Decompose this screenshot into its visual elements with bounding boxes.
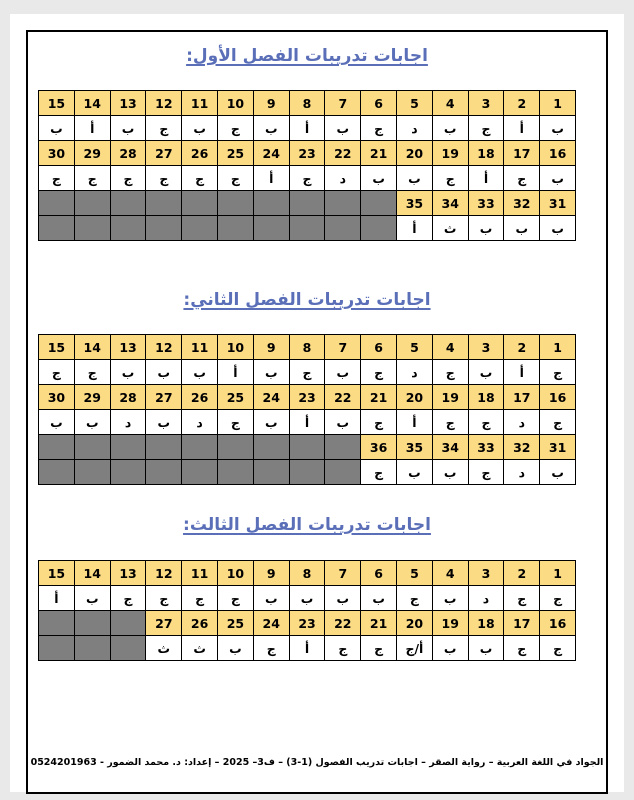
answer-cell: ب (432, 460, 468, 485)
question-number-cell: 6 (361, 561, 397, 586)
question-number-cell: 6 (361, 91, 397, 116)
empty-cell (361, 216, 397, 241)
question-number-cell: 22 (325, 611, 361, 636)
answer-cell: ب (468, 360, 504, 385)
empty-cell (182, 191, 218, 216)
question-number-cell: 15 (39, 561, 75, 586)
empty-cell (39, 636, 75, 661)
empty-cell (74, 611, 110, 636)
question-number-cell: 1 (540, 335, 576, 360)
question-number-cell: 28 (110, 385, 146, 410)
question-number-cell: 32 (504, 191, 540, 216)
question-number-cell: 9 (253, 335, 289, 360)
question-number-cell: 7 (325, 561, 361, 586)
empty-cell (146, 460, 182, 485)
empty-cell (74, 435, 110, 460)
answer-cell: ب (39, 410, 75, 435)
question-number-cell: 8 (289, 561, 325, 586)
question-number-cell: 34 (432, 435, 468, 460)
answer-cell: ج (504, 166, 540, 191)
section-title-3: اجابات تدريبات الفصل الثالث: (183, 515, 431, 535)
question-number-cell: 13 (110, 561, 146, 586)
question-number-cell: 12 (146, 335, 182, 360)
answer-cell: أ (39, 586, 75, 611)
empty-cell (218, 460, 254, 485)
question-number-cell: 20 (397, 141, 433, 166)
answer-cell: ج (325, 636, 361, 661)
question-number-cell: 2 (504, 335, 540, 360)
empty-cell (39, 191, 75, 216)
answer-cell: ث (182, 636, 218, 661)
question-number-cell: 27 (146, 141, 182, 166)
answer-cell: ج (110, 586, 146, 611)
answer-cell: ج (361, 460, 397, 485)
answers-table-2 (38, 334, 576, 485)
question-number-cell: 30 (39, 141, 75, 166)
question-number-cell: 2 (504, 91, 540, 116)
answer-cell: ج (361, 360, 397, 385)
answer-cell: ب (74, 410, 110, 435)
question-number-cell: 23 (289, 611, 325, 636)
empty-cell (39, 435, 75, 460)
answer-cell: ج (540, 586, 576, 611)
table-row (39, 335, 576, 360)
question-number-cell: 6 (361, 335, 397, 360)
table-row (39, 116, 576, 141)
question-number-cell: 7 (325, 91, 361, 116)
table-row (39, 91, 576, 116)
question-number-cell: 12 (146, 561, 182, 586)
answer-cell: ج (182, 166, 218, 191)
empty-cell (289, 460, 325, 485)
answer-cell: د (325, 166, 361, 191)
answer-cell: د (504, 410, 540, 435)
empty-cell (39, 216, 75, 241)
question-number-cell: 15 (39, 335, 75, 360)
answer-cell: ب (325, 586, 361, 611)
question-number-cell: 25 (218, 385, 254, 410)
question-number-cell: 11 (182, 91, 218, 116)
table-row (39, 385, 576, 410)
answer-cell: ج (432, 166, 468, 191)
question-number-cell: 3 (468, 91, 504, 116)
answer-cell: ج (74, 166, 110, 191)
question-number-cell: 24 (253, 141, 289, 166)
answer-cell: أ (253, 166, 289, 191)
answer-cell: أ (289, 636, 325, 661)
answer-cell: ب (253, 586, 289, 611)
answer-cell: ب (182, 116, 218, 141)
question-number-cell: 14 (74, 91, 110, 116)
answer-cell: ج (468, 116, 504, 141)
question-number-cell: 2 (504, 561, 540, 586)
answer-cell: ج (289, 360, 325, 385)
answer-cell: ج (361, 636, 397, 661)
empty-cell (74, 191, 110, 216)
question-number-cell: 8 (289, 335, 325, 360)
answer-cell: ب (74, 586, 110, 611)
answer-cell: ج (218, 410, 254, 435)
answer-cell: ب (540, 116, 576, 141)
question-number-cell: 22 (325, 385, 361, 410)
answer-cell: ب (432, 636, 468, 661)
question-number-cell: 11 (182, 561, 218, 586)
question-number-cell: 30 (39, 385, 75, 410)
question-number-cell: 35 (397, 191, 433, 216)
question-number-cell: 18 (468, 141, 504, 166)
question-number-cell: 25 (218, 141, 254, 166)
answer-cell: ج (39, 166, 75, 191)
question-number-cell: 25 (218, 611, 254, 636)
question-number-cell: 10 (218, 91, 254, 116)
answer-cell: ب (468, 216, 504, 241)
answer-cell: ج (504, 636, 540, 661)
answer-cell: د (110, 410, 146, 435)
answer-cell: ب (325, 116, 361, 141)
question-number-cell: 23 (289, 141, 325, 166)
table-row (39, 460, 576, 485)
question-number-cell: 20 (397, 385, 433, 410)
answer-cell: د (182, 410, 218, 435)
answer-cell: د (397, 360, 433, 385)
question-number-cell: 26 (182, 141, 218, 166)
question-number-cell: 12 (146, 91, 182, 116)
question-number-cell: 19 (432, 385, 468, 410)
answer-cell: ج (540, 360, 576, 385)
question-number-cell: 11 (182, 335, 218, 360)
empty-cell (110, 611, 146, 636)
answer-cell: ج (218, 166, 254, 191)
question-number-cell: 27 (146, 385, 182, 410)
answer-cell: ب (540, 460, 576, 485)
empty-cell (218, 435, 254, 460)
empty-cell (74, 216, 110, 241)
answer-cell: د (468, 586, 504, 611)
question-number-cell: 26 (182, 611, 218, 636)
question-number-cell: 8 (289, 91, 325, 116)
answer-cell: ج (468, 410, 504, 435)
empty-cell (146, 435, 182, 460)
question-number-cell: 19 (432, 141, 468, 166)
empty-cell (253, 191, 289, 216)
question-number-cell: 18 (468, 611, 504, 636)
empty-cell (289, 435, 325, 460)
empty-cell (110, 435, 146, 460)
question-number-cell: 3 (468, 561, 504, 586)
empty-cell (325, 435, 361, 460)
empty-cell (110, 216, 146, 241)
question-number-cell: 33 (468, 191, 504, 216)
answer-cell: د (504, 460, 540, 485)
answer-cell: د (397, 116, 433, 141)
answer-cell: ب (397, 166, 433, 191)
answer-cell: ب (504, 216, 540, 241)
question-number-cell: 27 (146, 611, 182, 636)
question-number-cell: 31 (540, 191, 576, 216)
empty-cell (182, 216, 218, 241)
question-number-cell: 29 (74, 141, 110, 166)
question-number-cell: 24 (253, 385, 289, 410)
empty-cell (253, 216, 289, 241)
empty-cell (361, 191, 397, 216)
footer-credit: الجواد في اللغة العربية – رواية الصقر – اجابات تدريب الفصول (1-3) – ف3– 2025 – إعداد: د. محمد الضمور - 0524201963 (30, 757, 604, 768)
answer-cell: ج (289, 166, 325, 191)
question-number-cell: 35 (397, 435, 433, 460)
answer-cell: ب (468, 636, 504, 661)
section-title-1: اجابات تدريبات الفصل الأول: (186, 46, 428, 66)
table-row (39, 360, 576, 385)
answer-cell: ج (182, 586, 218, 611)
question-number-cell: 26 (182, 385, 218, 410)
answer-cell: أ (74, 116, 110, 141)
answer-cell: ث (432, 216, 468, 241)
table-row (39, 216, 576, 241)
empty-cell (74, 460, 110, 485)
answer-cell: أ (504, 360, 540, 385)
table-row (39, 166, 576, 191)
empty-cell (182, 460, 218, 485)
empty-cell (39, 611, 75, 636)
question-number-cell: 9 (253, 91, 289, 116)
question-number-cell: 21 (361, 611, 397, 636)
answer-cell: ج (540, 410, 576, 435)
question-number-cell: 7 (325, 335, 361, 360)
answer-cell: ب (432, 586, 468, 611)
empty-cell (325, 460, 361, 485)
answer-cell: ب (432, 116, 468, 141)
answer-cell: ب (253, 116, 289, 141)
table-row (39, 586, 576, 611)
table-row (39, 611, 576, 636)
question-number-cell: 14 (74, 335, 110, 360)
answer-cell: ب (182, 360, 218, 385)
answer-cell: ج (110, 166, 146, 191)
question-number-cell: 22 (325, 141, 361, 166)
question-number-cell: 21 (361, 385, 397, 410)
empty-cell (289, 216, 325, 241)
empty-cell (110, 460, 146, 485)
empty-cell (325, 191, 361, 216)
answer-cell: ج (146, 586, 182, 611)
question-number-cell: 16 (540, 385, 576, 410)
question-number-cell: 13 (110, 91, 146, 116)
question-number-cell: 14 (74, 561, 110, 586)
empty-cell (146, 216, 182, 241)
empty-cell (182, 435, 218, 460)
answer-cell: ج (540, 636, 576, 661)
empty-cell (110, 636, 146, 661)
answer-cell: ب (325, 410, 361, 435)
empty-cell (253, 435, 289, 460)
answer-cell: أ (289, 410, 325, 435)
answer-cell: ج (74, 360, 110, 385)
answer-cell: ب (146, 360, 182, 385)
answer-cell: ب (361, 586, 397, 611)
empty-cell (110, 191, 146, 216)
table-row (39, 141, 576, 166)
answer-cell: ب (361, 166, 397, 191)
question-number-cell: 19 (432, 611, 468, 636)
answer-cell: ج (218, 116, 254, 141)
empty-cell (289, 191, 325, 216)
question-number-cell: 29 (74, 385, 110, 410)
question-number-cell: 10 (218, 561, 254, 586)
answers-table-3 (38, 560, 576, 661)
empty-cell (253, 460, 289, 485)
table-row (39, 636, 576, 661)
answer-cell: ث (146, 636, 182, 661)
table-row (39, 410, 576, 435)
answer-cell: ج (146, 116, 182, 141)
question-number-cell: 4 (432, 335, 468, 360)
section-title-2: اجابات تدريبات الفصل الثاني: (183, 290, 431, 310)
question-number-cell: 23 (289, 385, 325, 410)
question-number-cell: 24 (253, 611, 289, 636)
question-number-cell: 32 (504, 435, 540, 460)
empty-cell (146, 191, 182, 216)
answers-table-1 (38, 90, 576, 241)
question-number-cell: 31 (540, 435, 576, 460)
empty-cell (39, 460, 75, 485)
answer-cell: ج (218, 586, 254, 611)
answer-cell: ج (361, 410, 397, 435)
answer-cell: ب (39, 116, 75, 141)
empty-cell (218, 216, 254, 241)
answer-cell: ب (397, 460, 433, 485)
answer-cell: ب (253, 360, 289, 385)
answer-cell: ب (253, 410, 289, 435)
question-number-cell: 21 (361, 141, 397, 166)
question-number-cell: 1 (540, 561, 576, 586)
question-number-cell: 15 (39, 91, 75, 116)
question-number-cell: 33 (468, 435, 504, 460)
answer-cell: ج (361, 116, 397, 141)
answer-cell: ج (397, 586, 433, 611)
table-row (39, 191, 576, 216)
answer-cell: ب (540, 166, 576, 191)
answer-cell: أ/ج (397, 636, 433, 661)
question-number-cell: 28 (110, 141, 146, 166)
answer-cell: أ (289, 116, 325, 141)
answer-cell: ج (146, 166, 182, 191)
question-number-cell: 10 (218, 335, 254, 360)
answer-cell: ب (218, 636, 254, 661)
answer-cell: ج (39, 360, 75, 385)
question-number-cell: 17 (504, 385, 540, 410)
question-number-cell: 17 (504, 611, 540, 636)
answer-cell: ج (432, 410, 468, 435)
question-number-cell: 5 (397, 91, 433, 116)
answer-cell: ج (253, 636, 289, 661)
answer-cell: ب (146, 410, 182, 435)
question-number-cell: 4 (432, 91, 468, 116)
empty-cell (74, 636, 110, 661)
question-number-cell: 16 (540, 611, 576, 636)
question-number-cell: 20 (397, 611, 433, 636)
table-row (39, 561, 576, 586)
question-number-cell: 36 (361, 435, 397, 460)
answer-cell: ج (504, 586, 540, 611)
answer-cell: ب (110, 116, 146, 141)
answer-cell: أ (397, 410, 433, 435)
answer-cell: ب (325, 360, 361, 385)
question-number-cell: 34 (432, 191, 468, 216)
answer-cell: أ (468, 166, 504, 191)
question-number-cell: 18 (468, 385, 504, 410)
answer-cell: أ (504, 116, 540, 141)
question-number-cell: 3 (468, 335, 504, 360)
empty-cell (218, 191, 254, 216)
answer-cell: أ (397, 216, 433, 241)
table-row (39, 435, 576, 460)
answer-cell: ب (540, 216, 576, 241)
question-number-cell: 16 (540, 141, 576, 166)
question-number-cell: 17 (504, 141, 540, 166)
question-number-cell: 4 (432, 561, 468, 586)
answer-cell: ج (468, 460, 504, 485)
question-number-cell: 1 (540, 91, 576, 116)
answer-cell: ب (110, 360, 146, 385)
question-number-cell: 9 (253, 561, 289, 586)
answer-cell: ب (289, 586, 325, 611)
question-number-cell: 13 (110, 335, 146, 360)
question-number-cell: 5 (397, 561, 433, 586)
question-number-cell: 5 (397, 335, 433, 360)
empty-cell (325, 216, 361, 241)
answer-cell: ج (432, 360, 468, 385)
answer-cell: أ (218, 360, 254, 385)
